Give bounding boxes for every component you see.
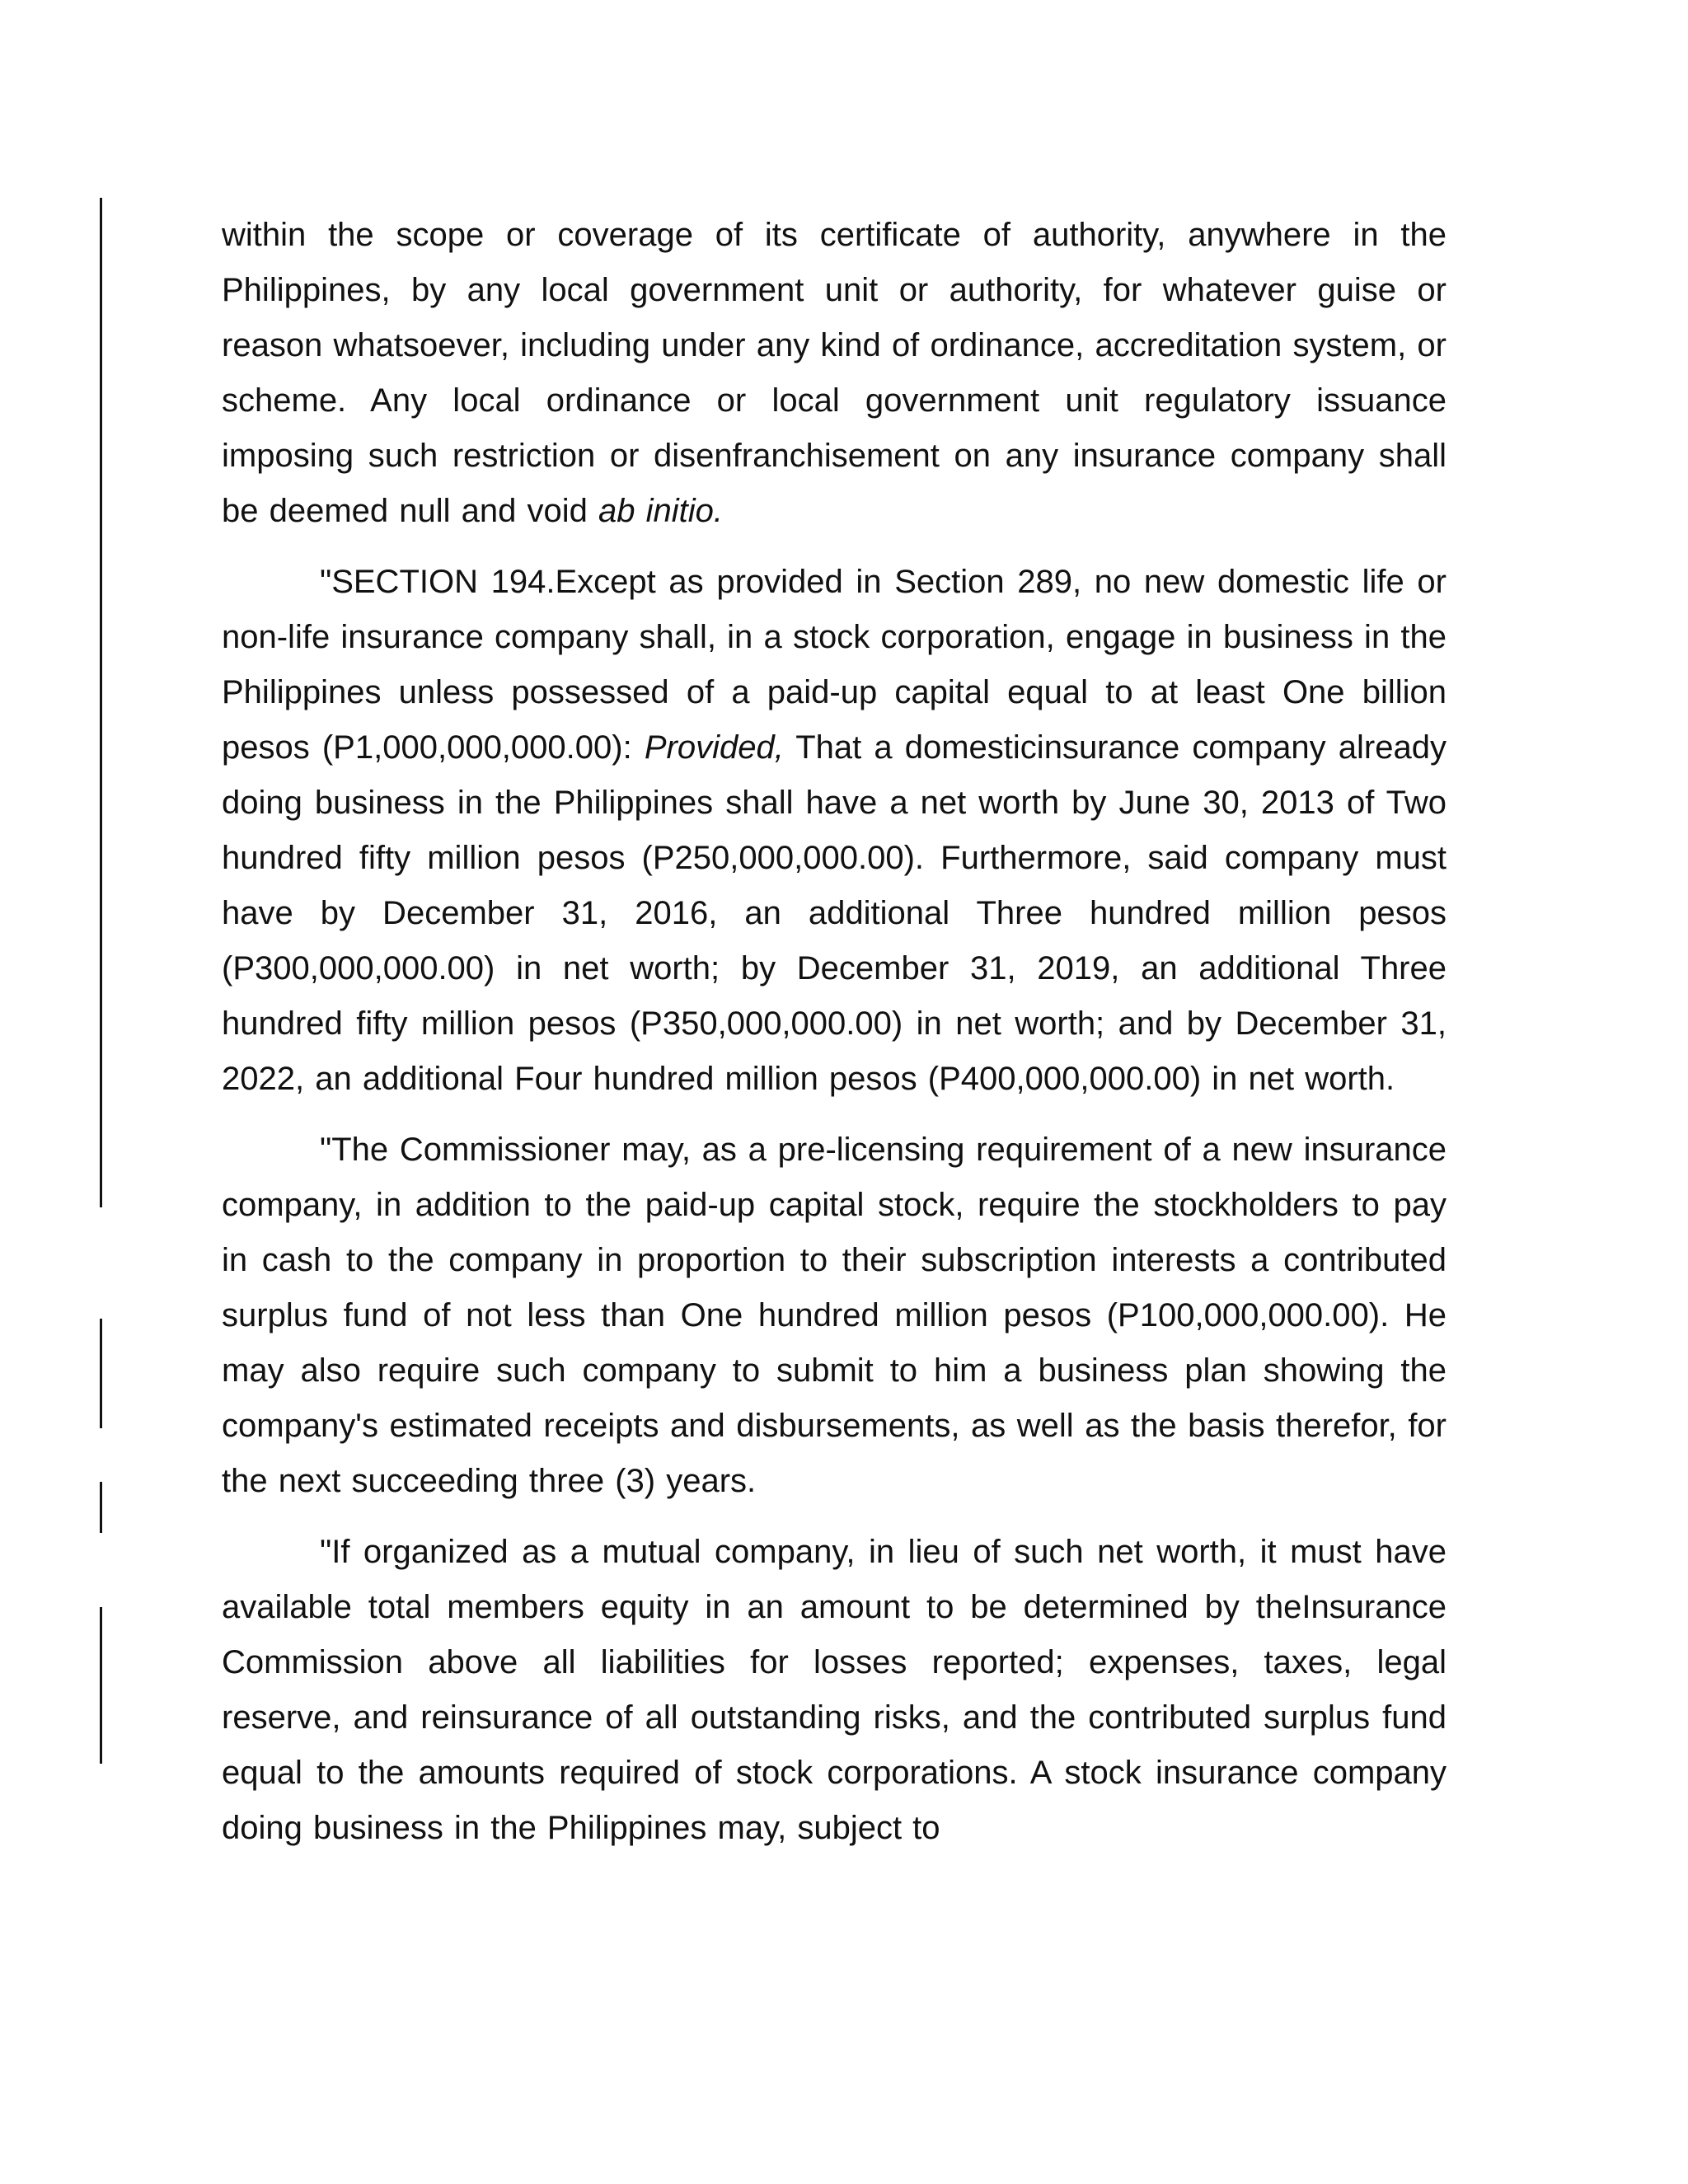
paragraph-section-194 (222, 555, 1447, 1107)
paragraph-text: within the scope or coverage of its certificate of authority, anywhere in the Philippines, by any local government unit or authority, for whatever guise or reason whatsoever, including under any kind of ordinance, accreditation system, or scheme. Any local ordinance or local government unit regulatory issuance imposing such restriction or disenfranchisement on any insurance company shall be deemed null and void (222, 217, 1447, 529)
paragraph-text: "SECTION 194.Except as provided in Section 289, no new domestic life or non-life insurance company shall, in a stock corporation, engage in business in the Philippines unless possessed of a paid-up capital equal to at least One billion pesos (P1,000,000,000.00): (222, 564, 1447, 766)
revision-bar (100, 1319, 102, 1428)
revision-bar (100, 198, 102, 1207)
paragraph-commissioner (222, 1122, 1447, 1509)
italic-phrase: Provided, (644, 729, 784, 766)
paragraph-text: "If organized as a mutual company, in lieu of such net worth, it must have available total members equity in an amount to be determined by theInsurance Commission above all liabilities for losses reported; expenses, taxes, legal reserve, and reinsurance of all outstanding risks, and the contributed surplus fund equal to the amounts required of stock corporations. A stock insurance company doing business in the Philippines may, subject to (222, 1534, 1447, 1846)
body-text (222, 208, 1447, 1856)
paragraph-text: "The Commissioner may, as a pre-licensing requirement of a new insurance company, in addition to the paid-up capital stock, require the stockholders to pay in cash to the company in proportion to their subscription interests a contributed surplus fund of not less than One hundred million pesos (P100,000,000.00). He may also require such company to submit to him a business plan showing the company's estimated receipts and disbursements, as well as the basis therefor, for the next succeeding three (3) years. (222, 1132, 1447, 1499)
italic-phrase: ab initio. (598, 493, 723, 529)
paragraph-text: That a domesticinsurance company already doing business in the Philippines shall have a net worth by June 30, 2013 of Two hundred fifty million pesos (P250,000,000.00). Furthermore, said company must have by December 31, 2016, an additional Three hundred million pesos (P300,000,000.00) in net worth; by December 31, 2019, an additional Three hundred fifty million pesos (P350,000,000.00) in net worth; and by December 31, 2022, an additional Four hundred million pesos (P400,000,000.00) in net worth. (222, 729, 1447, 1097)
paragraph-continuation (222, 208, 1447, 539)
paragraph-mutual-company (222, 1525, 1447, 1856)
revision-bar (100, 1607, 102, 1764)
revision-bar (100, 1482, 102, 1533)
